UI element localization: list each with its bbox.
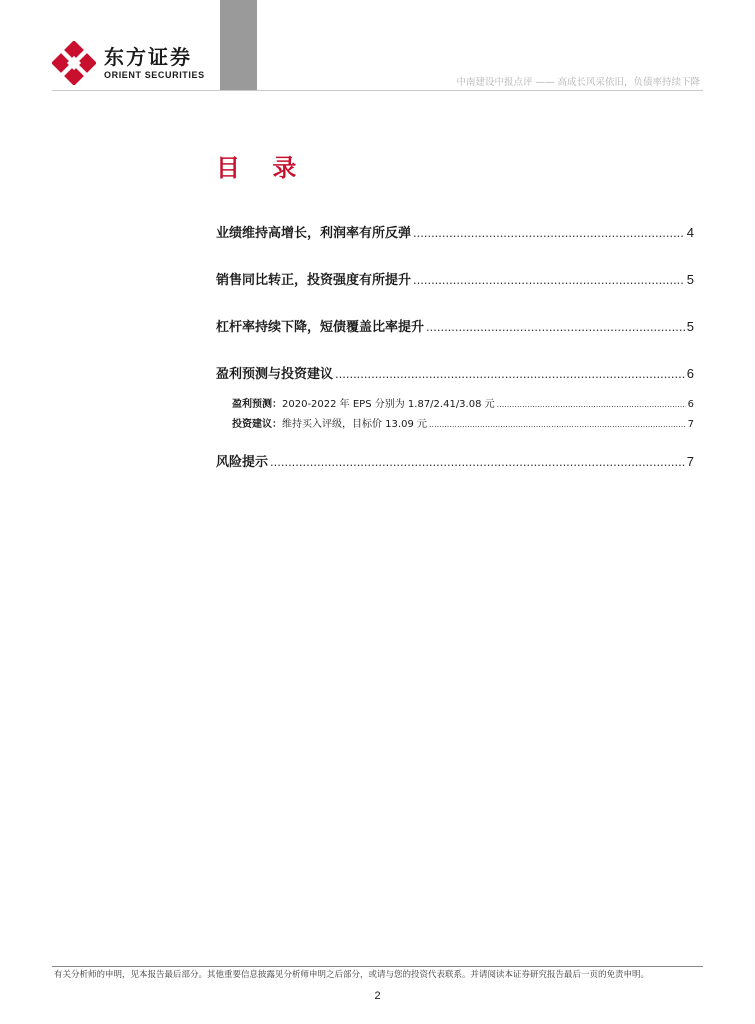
logo-chinese-text: 东方证券 — [104, 45, 192, 69]
toc-entry-label: 杠杆率持续下降，短债覆盖比率提升 — [216, 320, 425, 335]
toc-subentry[interactable] — [216, 415, 694, 430]
toc-entry-page: 4 — [686, 225, 694, 240]
header-divider — [52, 90, 703, 91]
toc-entry-page: 5 — [686, 319, 694, 334]
toc-leader-dots — [497, 400, 686, 409]
toc-entry-label: 风险提示 — [216, 455, 269, 470]
toc-entry-label: 盈利预测与投资建议 — [216, 367, 334, 382]
footer-disclaimer: 有关分析师的申明，见本报告最后部分。其他重要信息披露见分析师申明之后部分，或请与您的投资代表联系。并请阅读本证券研究报告最后一页的免责申明。 — [54, 970, 650, 980]
toc-entry[interactable] — [216, 222, 694, 241]
toc-leader-dots — [429, 420, 686, 429]
toc-leader-dots — [335, 366, 685, 381]
toc-entry-page: 7 — [686, 454, 694, 469]
company-logo — [52, 40, 205, 86]
toc-subentry-label: 盈利预测：2020-2022 年 EPS 分别为 1.87/2.41/3.08 元 — [232, 399, 495, 410]
report-subtitle: 中南建设中报点评 —— 高成长风采依旧，负债率持续下降 — [456, 77, 700, 88]
header-decor-bar — [220, 0, 257, 90]
logo-english-text: ORIENT SECURITIES — [104, 70, 205, 80]
toc-entry[interactable] — [216, 363, 694, 382]
toc-leader-dots — [413, 225, 685, 240]
toc-entry-page: 6 — [686, 366, 694, 381]
toc-leader-dots — [426, 319, 685, 334]
toc-subentry[interactable] — [216, 395, 694, 410]
toc-leader-dots — [270, 454, 685, 469]
toc-subentry-page: 7 — [687, 419, 694, 430]
toc-entry[interactable] — [216, 316, 694, 335]
toc-entry[interactable] — [216, 451, 694, 470]
toc-entry[interactable] — [216, 269, 694, 288]
toc-entry-label: 业绩维持高增长，利润率有所反弹 — [216, 226, 412, 241]
footer-divider — [52, 966, 703, 967]
toc-leader-dots — [413, 272, 685, 287]
toc-entry-label: 销售同比转正，投资强度有所提升 — [216, 273, 412, 288]
toc-title: 目 录 — [216, 154, 309, 182]
page-number: 2 — [374, 990, 381, 1002]
toc-subentry-page: 6 — [687, 399, 694, 410]
toc-entry-page: 5 — [686, 272, 694, 287]
toc-subentry-label: 投资建议：维持买入评级，目标价 13.09 元 — [232, 419, 427, 430]
orient-logo-icon — [52, 41, 96, 85]
